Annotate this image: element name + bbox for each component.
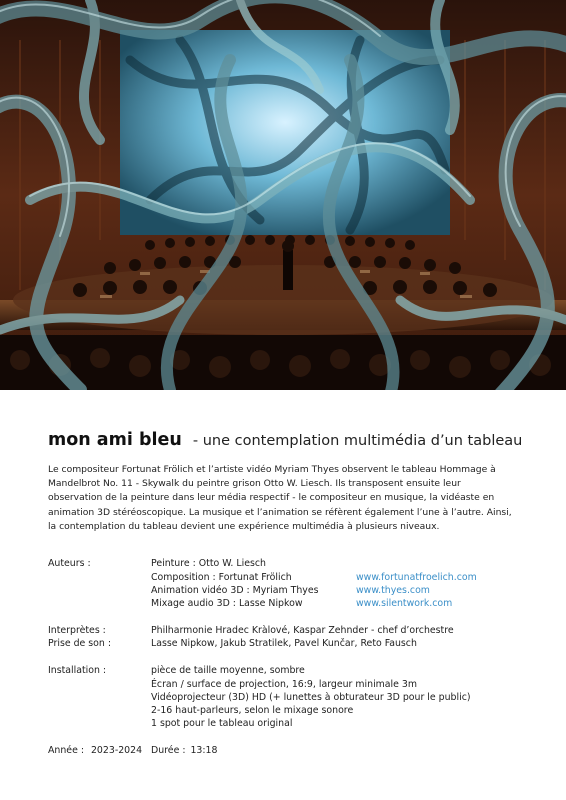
- link-fortunatfroelich[interactable]: www.fortunatfroelich.com: [356, 572, 477, 583]
- prise-de-son-label: Prise de son :: [48, 638, 111, 649]
- interpretes-label: Interprètes :: [48, 625, 106, 636]
- link-thyes[interactable]: www.thyes.com: [356, 585, 430, 596]
- annee-label: Année :: [48, 745, 84, 756]
- link-silentwork[interactable]: www.silentwork.com: [356, 598, 453, 609]
- duree-label: Durée :: [151, 745, 186, 756]
- annee-value: 2023-2024: [90, 745, 143, 756]
- hero-image: [0, 0, 566, 390]
- title-main: mon ami bleu: [48, 430, 182, 450]
- annee-row: [48, 745, 142, 756]
- auteurs-label: Auteurs :: [48, 558, 91, 569]
- duree-value: 13:18: [190, 745, 218, 756]
- auteur-mixage: Mixage audio 3D : Lasse Nipkow: [151, 598, 303, 609]
- prise-de-son-value: Lasse Nipkow, Jakub Stratilek, Pavel Kunčar, Reto Fausch: [151, 638, 417, 649]
- intro-paragraph: Le compositeur Fortunat Frölich et l’artiste vidéo Myriam Thyes observent le tableau Hommage à Mandelbrot No. 11 - Skywalk du peintre grison Otto W. Liesch. Ils transposent ensuite leur observation de la peinture dans leur média respectif - le compositeur en musique, la vidéaste en animation 3D stéréoscopique. La musique et l’animation se réfèrent également l’une à l’autre. Ainsi, la contemplation du tableau devient une expérience multimédia à plusieurs niveaux.: [48, 464, 512, 532]
- installation-line: pièce de taille moyenne, sombre: [151, 665, 305, 676]
- title-subtitle: - une contemplation multimédia d’un tableau: [192, 433, 523, 449]
- interpretes-value: Philharmonie Hradec Kràlové, Kaspar Zehnder - chef d’orchestre: [151, 625, 454, 636]
- installation-line: 2-16 haut-parleurs, selon le mixage sonore: [151, 705, 354, 716]
- installation-line: Écran / surface de projection, 16:9, largeur minimale 3m: [151, 679, 418, 690]
- auteur-animation: Animation vidéo 3D : Myriam Thyes: [151, 585, 319, 596]
- installation-line: 1 spot pour le tableau original: [151, 718, 293, 729]
- duree-row: [151, 745, 218, 756]
- auteur-composition: Composition : Fortunat Frölich: [151, 572, 292, 583]
- auteur-peinture: Peinture : Otto W. Liesch: [151, 558, 266, 569]
- installation-line: Vidéoprojecteur (3D) HD (+ lunettes à obturateur 3D pour le public): [151, 692, 471, 703]
- document-title: [48, 430, 548, 450]
- concert-hall-illustration: [0, 0, 566, 390]
- installation-label: Installation :: [48, 665, 107, 676]
